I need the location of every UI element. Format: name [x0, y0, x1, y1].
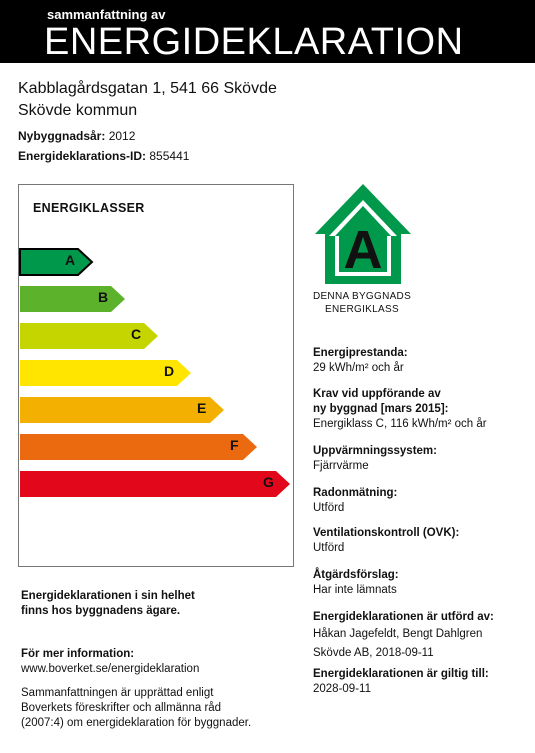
energy-performance-label: Energiprestanda: — [313, 347, 408, 359]
energy-class-bar-g — [19, 470, 293, 496]
radon-value: Utförd — [313, 502, 345, 514]
energy-class-letter-g: G — [263, 474, 274, 490]
address-municipality: Skövde kommun — [18, 102, 138, 119]
owner-note-line1: Energideklarationen i sin helhet — [21, 590, 195, 602]
owner-note-line2: finns hos byggnadens ägare. — [21, 605, 181, 617]
heating-value: Fjärrvärme — [313, 460, 369, 472]
requirement-label-line1: Krav vid uppförande av — [313, 388, 441, 400]
energy-class-letter-a: A — [65, 252, 76, 268]
summary-line1: Sammanfattningen är upprättad enligt — [21, 687, 214, 699]
energy-class-bar-a — [19, 248, 95, 274]
energy-class-letter-f: F — [230, 437, 239, 453]
performed-by-line1: Håkan Jagefeldt, Bengt Dahlgren — [313, 628, 483, 640]
performed-by-label: Energideklarationen är utförd av: — [313, 611, 494, 623]
energy-class-bar-e — [19, 396, 227, 422]
radon-label: Radonmätning: — [313, 487, 398, 499]
requirement-label-line2: ny byggnad [mars 2015]: — [313, 403, 449, 415]
heating-label: Uppvärmningssystem: — [313, 445, 437, 457]
summary-line2: Boverkets föreskrifter och allmänna råd — [21, 702, 222, 714]
build-year-row — [18, 129, 135, 143]
energy-class-bar-b — [19, 285, 128, 311]
requirement-value: Energiklass C, 116 kWh/m² och år — [313, 418, 487, 430]
header-title: ENERGIDEKLARATION — [44, 21, 464, 63]
summary-line3: (2007:4) om energideklaration för byggnader. — [21, 717, 252, 729]
energy-class-title: ENERGIKLASSER — [33, 201, 145, 215]
declaration-id-row — [18, 149, 189, 163]
header-banner — [0, 0, 535, 63]
energy-class-bar-d — [19, 359, 194, 385]
energy-class-bar-f — [19, 433, 260, 459]
measures-label: Åtgärdsförslag: — [313, 569, 399, 581]
house-caption-line2: ENERGIKLASS — [325, 304, 399, 315]
performed-by-line2: Skövde AB, 2018-09-11 — [313, 647, 434, 659]
energy-class-letter-e: E — [197, 400, 207, 416]
build-year-label: Nybyggnadsår: — [18, 129, 106, 143]
build-year-value: 2012 — [108, 129, 136, 143]
declaration-id-value: 855441 — [149, 149, 190, 163]
valid-until-label: Energideklarationen är giltig till: — [313, 668, 489, 680]
measures-value: Har inte lämnats — [313, 584, 397, 596]
address-street: Kabblagårdsgatan 1, 541 66 Skövde — [18, 80, 277, 97]
more-info-url[interactable]: www.boverket.se/energideklaration — [21, 663, 200, 675]
svg-text:A: A — [343, 220, 383, 280]
more-info-label: För mer information: — [21, 648, 135, 660]
header-subtitle: sammanfattning av — [47, 7, 166, 22]
house-class-icon — [313, 182, 413, 286]
energy-class-bar-c — [19, 322, 161, 348]
declaration-id-label: Energideklarations-ID: — [18, 149, 147, 163]
ovk-label: Ventilationskontroll (OVK): — [313, 527, 460, 539]
energy-class-letter-b: B — [98, 289, 109, 305]
energy-class-letter-c: C — [131, 326, 142, 342]
energy-performance-value: 29 kWh/m² och år — [313, 362, 404, 374]
energy-class-scale — [18, 184, 294, 567]
ovk-value: Utförd — [313, 542, 345, 554]
valid-until-value: 2028-09-11 — [313, 683, 371, 695]
house-caption-line1: DENNA BYGGNADS — [312, 291, 412, 302]
energy-class-letter-d: D — [164, 363, 175, 379]
